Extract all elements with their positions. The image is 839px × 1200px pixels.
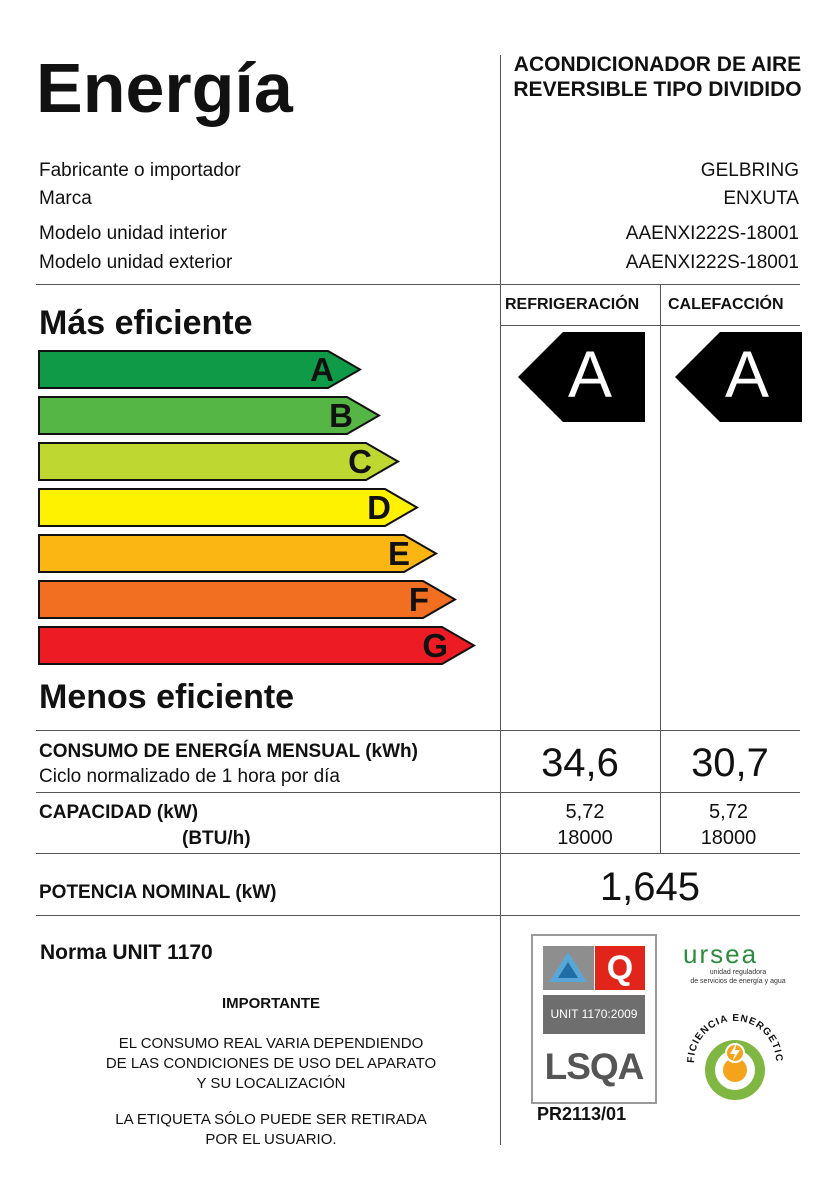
divider-consumption — [36, 730, 800, 731]
capacity-cooling-btu: 18000 — [557, 827, 613, 849]
important-line: EL CONSUMO REAL VARIA DEPENDIENDO — [118, 1035, 424, 1052]
column-head-cooling: REFRIGERACIÓN — [505, 296, 640, 313]
q-mark-icon: Q — [595, 946, 645, 990]
efficiency-bar-shape — [38, 534, 438, 573]
capacity-heating-kw: 5,72 — [709, 801, 748, 823]
product-type: ACONDICIONADOR DE AIRE REVERSIBLE TIPO DIVIDIDO — [513, 53, 802, 101]
efficiency-bar-letter: G — [422, 627, 448, 664]
consumption-label: CONSUMO DE ENERGÍA MENSUAL (kWh) — [39, 741, 418, 762]
heating-rating-badge — [675, 332, 802, 422]
efficiency-bar-letter: F — [408, 581, 429, 618]
efficiency-bar-letter: A — [310, 351, 334, 388]
column-head-heating: CALEFACCIÓN — [668, 296, 784, 313]
capacity-heating-btu: 18000 — [700, 827, 757, 849]
info-label-manufacturer: Fabricante o importador — [39, 160, 241, 181]
efficiency-bar-c — [38, 442, 400, 481]
important-note — [40, 1034, 502, 1094]
power-value: 1,645 — [599, 865, 701, 909]
efficiency-bar-a — [38, 350, 362, 389]
seal-text: FICIENCIA ENERGETIC — [685, 1012, 785, 1064]
power-label: POTENCIA NOMINAL (kW) — [39, 882, 277, 903]
removal-line: LA ETIQUETA SÓLO PUEDE SER RETIRADA — [115, 1111, 427, 1128]
ursea-logo — [683, 940, 793, 986]
ursea-subtitle-1: unidad reguladora — [709, 969, 767, 976]
important-line: DE LAS CONDICIONES DE USO DEL APARATO — [105, 1055, 437, 1072]
efficiency-bar-shape — [38, 488, 419, 527]
info-label-brand: Marca — [39, 188, 92, 209]
heating-rating-letter: A — [725, 337, 770, 411]
divider-capacity — [36, 792, 800, 793]
capacity-sublabel: (BTU/h) — [182, 828, 251, 849]
info-label-indoor-model: Modelo unidad interior — [39, 223, 228, 244]
ursea-subtitle-2: de servicios de energía y agua — [690, 978, 786, 985]
important-line: Y SU LOCALIZACIÓN — [196, 1075, 346, 1092]
info-value-brand: ENXUTA — [723, 188, 799, 209]
ursea-name: ursea — [683, 939, 759, 969]
efficiency-bar-b — [38, 396, 381, 435]
efficiency-bar-letter: E — [387, 535, 410, 572]
capacity-label: CAPACIDAD (kW) — [39, 802, 199, 823]
lsqa-code: PR2113/01 — [537, 1104, 627, 1124]
efficiency-bar-letter: D — [367, 489, 391, 526]
less-efficient-heading: Menos eficiente — [39, 678, 295, 716]
lsqa-logo — [531, 934, 657, 1104]
efficiency-bar-shape — [38, 626, 476, 665]
norm-title: Norma UNIT 1170 — [40, 941, 213, 964]
efficiency-bar-letter: C — [348, 443, 372, 480]
divider-power — [36, 853, 800, 854]
efficiency-bar-f — [38, 580, 457, 619]
efficiency-bar-g — [38, 626, 476, 665]
efficiency-bar-shape — [38, 442, 400, 481]
cooling-rating-badge — [518, 332, 645, 422]
lsqa-unit-norm: UNIT 1170:2009 — [543, 995, 645, 1034]
removal-line: POR EL USUARIO. — [205, 1131, 337, 1148]
divider-columns-head — [500, 325, 800, 326]
energy-efficiency-seal — [680, 1002, 790, 1112]
info-value-manufacturer: GELBRING — [700, 160, 799, 181]
efficiency-seal-icon — [680, 1002, 790, 1112]
more-efficient-heading: Más eficiente — [39, 304, 253, 342]
removal-note — [40, 1110, 502, 1150]
efficiency-bar-d — [38, 488, 419, 527]
info-label-outdoor-model: Modelo unidad exterior — [39, 252, 233, 273]
consumption-heating-value: 30,7 — [691, 741, 769, 785]
important-title: IMPORTANTE — [221, 995, 321, 1012]
divider-footer — [36, 915, 800, 916]
divider-vertical-main — [500, 55, 501, 1145]
consumption-sublabel: Ciclo normalizado de 1 hora por día — [39, 766, 341, 787]
info-value-outdoor-model: AAENXI222S-18001 — [625, 252, 799, 273]
consumption-cooling-value: 34,6 — [541, 741, 619, 785]
efficiency-bar-letter: B — [329, 397, 353, 434]
efficiency-bar-shape — [38, 580, 457, 619]
lsqa-name: LSQA — [544, 1046, 644, 1087]
info-value-indoor-model: AAENXI222S-18001 — [625, 223, 799, 244]
capacity-cooling-kw: 5,72 — [565, 801, 605, 823]
divider-header — [36, 284, 800, 285]
triangle-mark-icon — [543, 946, 594, 990]
efficiency-bar-e — [38, 534, 438, 573]
label-title: Energía — [36, 49, 293, 127]
cooling-rating-letter: A — [568, 337, 613, 411]
